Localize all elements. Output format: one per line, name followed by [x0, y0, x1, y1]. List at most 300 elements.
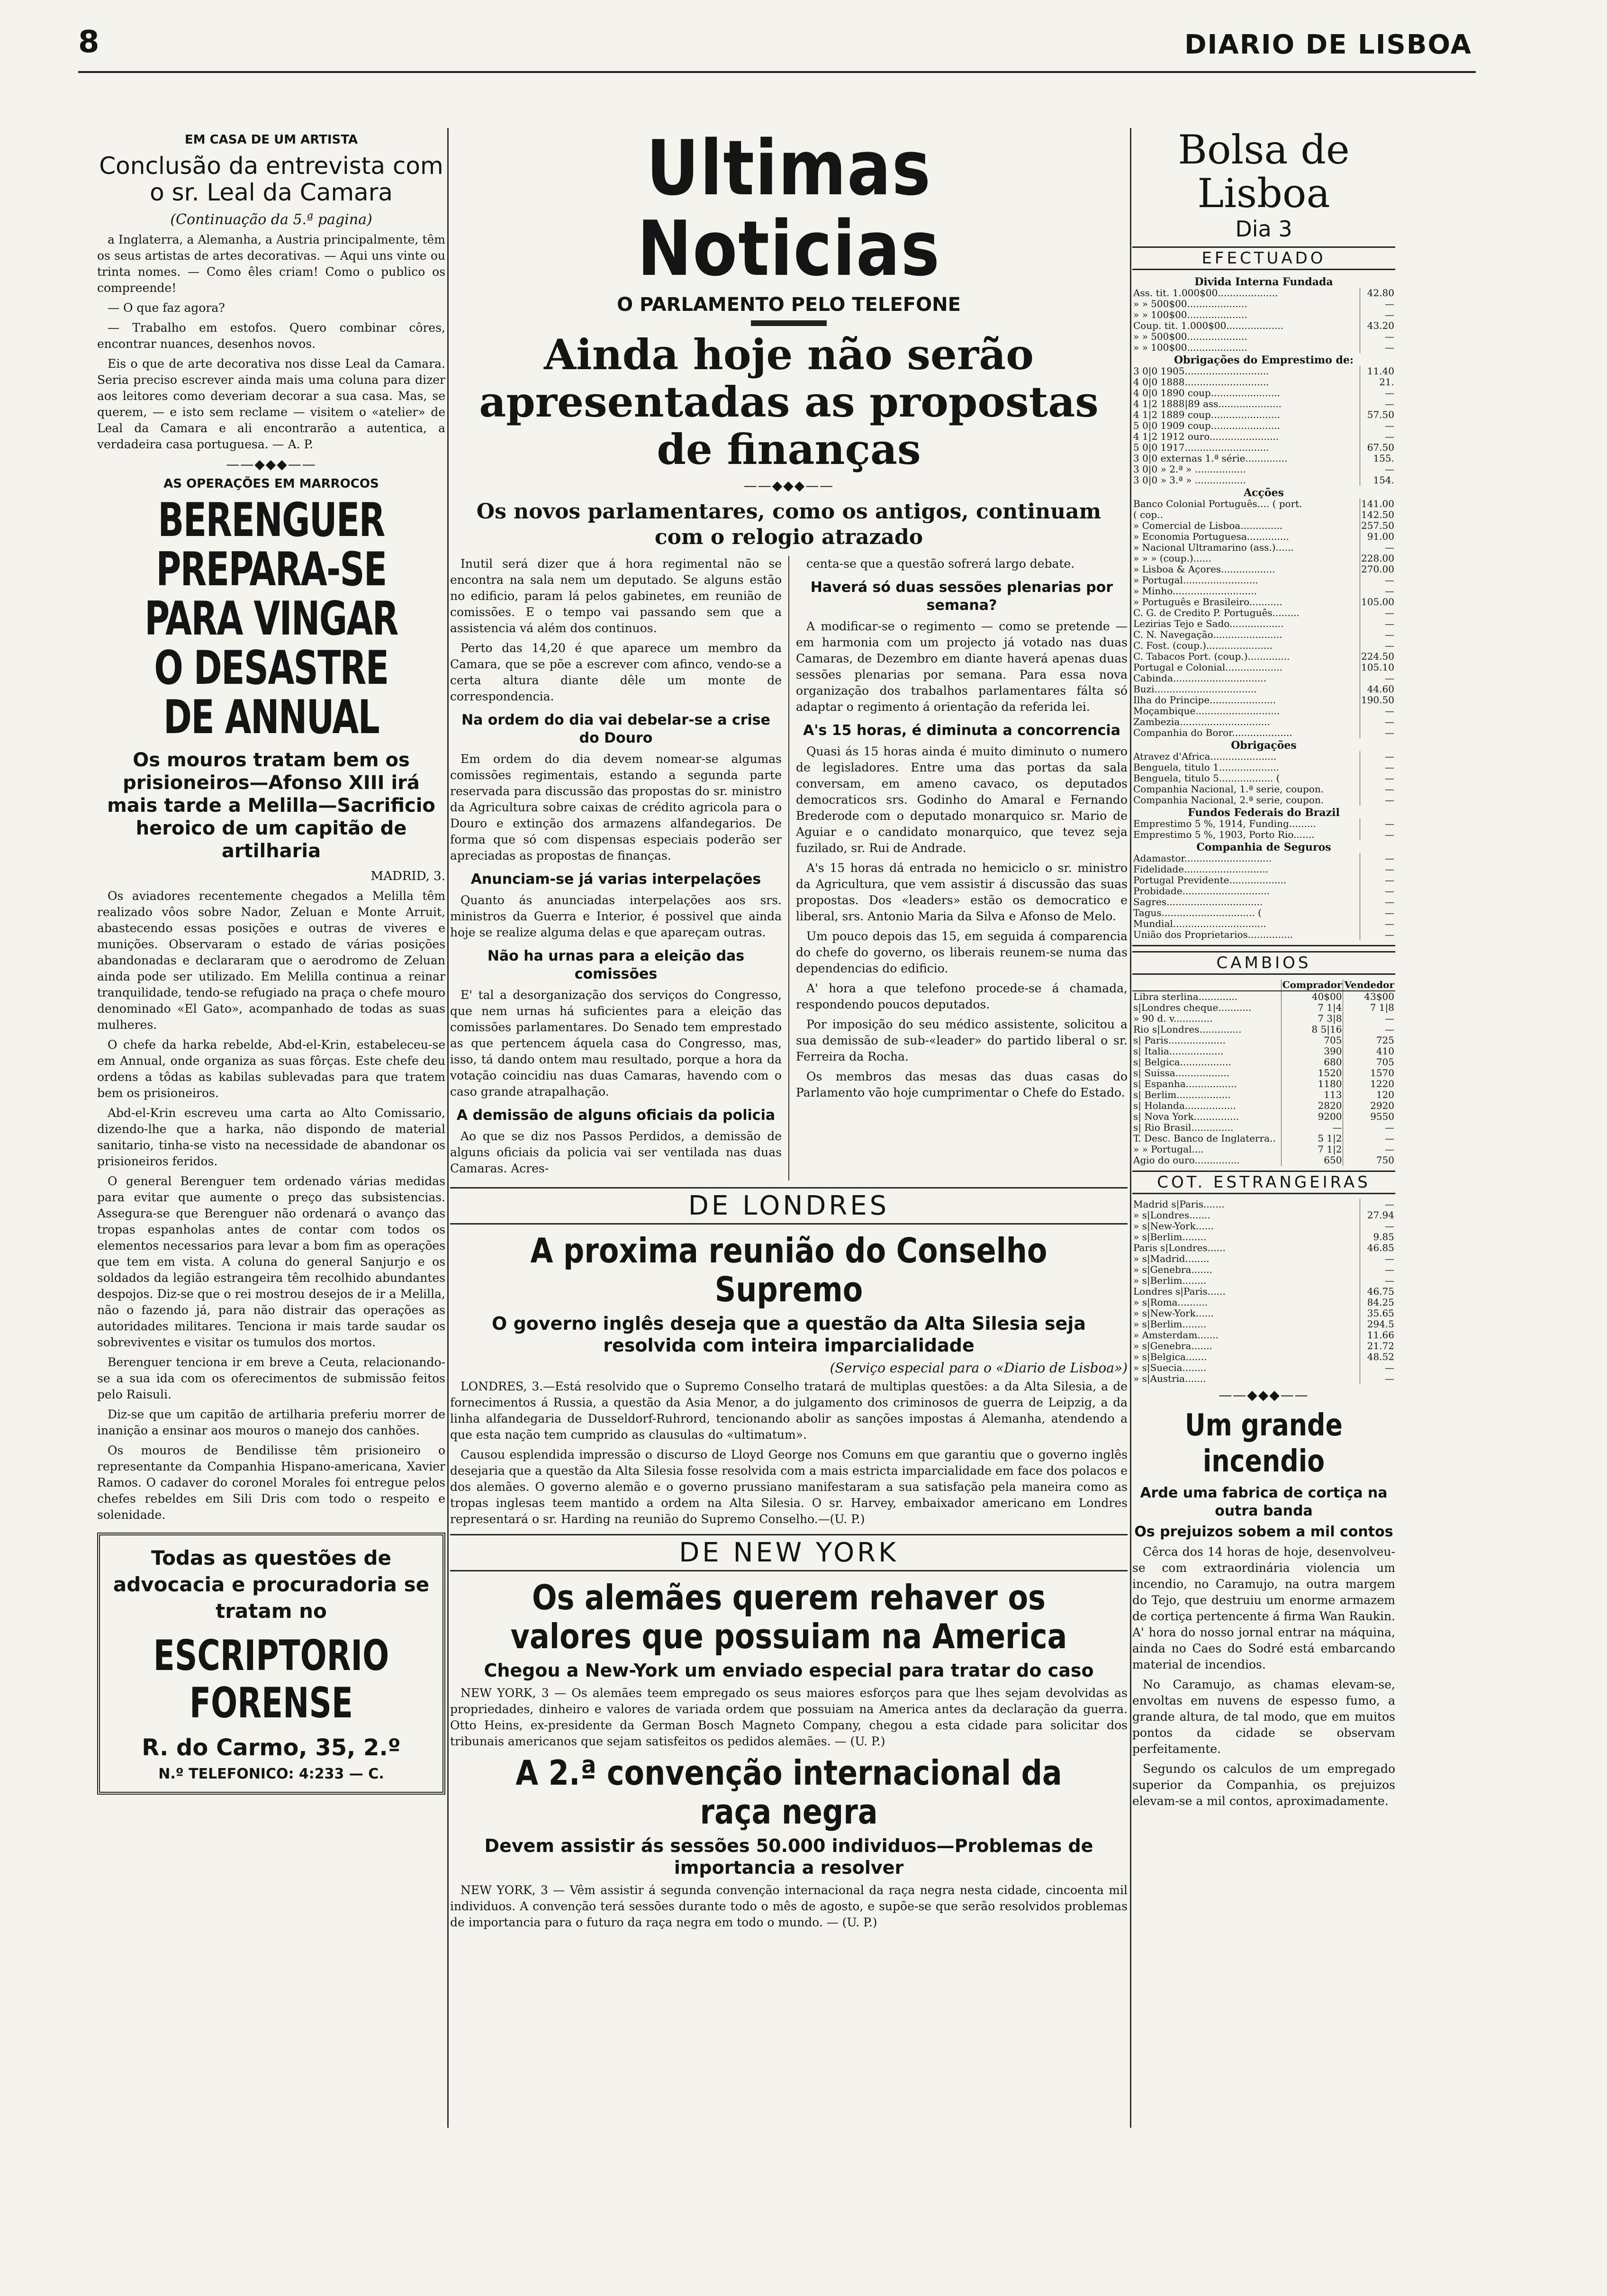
table-row: [1132, 886, 1395, 897]
table-cell: T. Desc. Banco de Inglaterra..: [1133, 1133, 1276, 1144]
table-cell: 154.: [1360, 475, 1396, 486]
table-cell: 155.: [1360, 453, 1396, 464]
table-cell: 7 1|4: [1281, 1002, 1343, 1013]
table-row: [1132, 1024, 1395, 1035]
table-cell: —: [1360, 853, 1396, 864]
table-cell: 410: [1343, 1046, 1395, 1057]
table-cell: —: [1343, 1133, 1395, 1144]
table-cell: 390: [1281, 1046, 1343, 1057]
table-cell: Companhia de Seguros: [1196, 841, 1331, 853]
table-row: [1132, 1057, 1395, 1068]
exchange-table: [1132, 980, 1395, 1166]
table-cell: Portugal Previdente...................: [1133, 875, 1287, 886]
table-cell: —: [1360, 717, 1396, 727]
page-number: 8: [78, 25, 99, 60]
table-cell: C. Tabacos Port. (coup.)..............: [1133, 651, 1290, 662]
ad-text: Todas as questões de advocacia e procuradoria se tratam no: [113, 1546, 430, 1623]
subheadline: Os prejuizos sobem a mil contos: [1134, 1524, 1393, 1540]
table-cell: 35.65: [1360, 1308, 1396, 1319]
paragraph: Quasi ás 15 horas ainda é muito diminuto o numero de legisladores. Entre uma das portas da sala conversam, em ameno cavaco, os deputados democraticos srs. Godinho do Amaral e Fernando Brederode com o deputado monarquico sr. Mario de Aguiar e o candidato monarquico, que tevez seja fuzilado, sr. Rui de Andrade.: [796, 744, 1128, 855]
paragraph: E' tal a desorganização dos serviços do Congresso, que nem urnas há suficientes para a eleição das comissões parlamentares. Do Senado tem emprestado as que pertencem áquela casa do Congresso, mas, isso, tá dando ontem mau resultado, porque a hora da votação coincidiu nas duas Camaras, havendo com o caso grande atrapalhação.: [450, 988, 782, 1098]
table-row: [1132, 1352, 1395, 1362]
table-row: [1132, 388, 1395, 399]
headline: Um grande incendio: [1185, 1408, 1343, 1479]
table-cell: » s|Suecia........: [1133, 1362, 1207, 1373]
table-row: [1132, 875, 1395, 886]
table-cell: 40$00: [1281, 991, 1343, 1002]
table-cell: 21.72: [1360, 1341, 1396, 1352]
table-cell: Buzi..................................: [1133, 684, 1257, 695]
table-row: [1132, 453, 1395, 464]
paragraph: Em ordem do dia devem nomear-se algumas comissões regimentais, estando a segunda parte reservada para discussão das propostas do sr. ministro da Agricultura sobre caixas de crédito agricola para o Douro e extinção dos armazens alfandegarios. De forma que só com dispensas especiais poderão ser apreciadas as propostas de finanças.: [450, 752, 782, 862]
table-row: [1132, 1319, 1395, 1330]
table-cell: —: [1360, 464, 1396, 475]
table-row: [1132, 840, 1395, 853]
table-row: [1132, 1068, 1395, 1079]
table-cell: —: [1360, 1264, 1396, 1275]
paragraph: — O que faz agora?: [108, 301, 225, 315]
table-row: [1132, 1013, 1395, 1024]
table-row: [1132, 299, 1395, 309]
table-cell: » s|Roma..........: [1133, 1297, 1208, 1308]
table-row: [1132, 908, 1395, 918]
table-cell: 1180: [1281, 1079, 1343, 1089]
table-cell: —: [1360, 399, 1396, 409]
paragraph: Ao que se diz nos Passos Perdidos, a demissão de alguns oficiais da policia vai ser ventilada nas duas Camaras. Acres-: [450, 1129, 782, 1175]
table-cell: —: [1343, 1122, 1395, 1133]
table-cell: » s|Berlim........: [1133, 1319, 1207, 1330]
subheadline: O governo inglês deseja que a questão da Alta Silesia seja resolvida com inteira imparcialidade: [492, 1313, 1086, 1356]
headline: Ainda hoje não serão apresentadas as propostas de finanças: [479, 330, 1099, 474]
table-cell: Rio s|Londres..............: [1133, 1024, 1242, 1035]
paragraph: Os mouros de Bendilisse têm prisioneiro o representante da Companhia Hispano-americana, Xavier Ramos. O cadaver do coronel Morales foi entregue pelos chefes rebeldes em Sili Dris com todo o respeito e solenidade.: [97, 1443, 445, 1522]
table-cell: —: [1360, 795, 1396, 806]
table-cell: —: [1360, 1199, 1396, 1210]
table-cell: —: [1360, 618, 1396, 629]
table-row: [1132, 897, 1395, 908]
table-cell: Emprestimo 5 %, 1903, Porto Rio.......: [1133, 829, 1315, 840]
column-divider: [447, 128, 449, 2128]
two-column-story: [450, 556, 1128, 1180]
table-cell: 8 5|16: [1281, 1024, 1343, 1035]
paragraph: Os aviadores recentemente chegados a Melilla têm realizado vôos sobre Nador, Zeluan e Monte Arruit, abastecendo essas posições e outras de viveres e munições. Observaram o estado de várias posições abandonadas e declararam que o aerodromo de Zeluan ainda pode ser utilizado. Em Melilla continua a reinar tranquilidade, tendo-se refugiado na praça o chefe mouro denominado «El Gato», acompanhado de todas as suas mulheres.: [97, 889, 445, 1032]
table-cell: » Nacional Ultramarino (ass.)......: [1133, 542, 1294, 553]
table-cell: —: [1360, 1362, 1396, 1373]
table-cell: Acções: [1244, 487, 1284, 499]
table-cell: Fundos Federais do Brazil: [1188, 807, 1340, 818]
table-cell: » Lisboa & Açores..................: [1133, 564, 1275, 575]
table-row: [1132, 377, 1395, 388]
table-cell: C. G. de Credito P. Português.........: [1133, 608, 1300, 618]
section-banner-cambios: CAMBIOS: [1132, 951, 1395, 975]
table-cell: 46.85: [1360, 1243, 1396, 1253]
table-cell: —: [1360, 875, 1396, 886]
table-cell: 7 3|8: [1281, 1013, 1343, 1024]
section-banner-efectuado: EFECTUADO: [1132, 246, 1395, 270]
table-row: [1132, 275, 1395, 288]
table-row: [1132, 553, 1395, 564]
table-row: [1132, 738, 1395, 751]
section-banner-londres: DE LONDRES: [450, 1187, 1128, 1225]
table-row: [1132, 918, 1395, 929]
table-cell: —: [1360, 1221, 1396, 1232]
table-cell: Tagus............................... (: [1133, 908, 1262, 918]
headline: Os alemães querem rehaver os valores que possuiam na America: [510, 1578, 1067, 1656]
table-cell: Atravez d'Africa......................: [1133, 751, 1277, 762]
table-row: [1132, 1155, 1395, 1166]
table-cell: 27.94: [1360, 1210, 1396, 1221]
table-row: [1132, 475, 1395, 486]
paragraph: Um pouco depois das 15, em seguida á comparencia do chefe do governo, os liberais reunem-se numa das dependencias do edificio.: [796, 929, 1128, 975]
table-cell: 4 1|2 1889 coup.......................: [1133, 409, 1281, 420]
table-row: [1132, 773, 1395, 784]
table-row: [1132, 795, 1395, 806]
table-cell: » s|Berlim........: [1133, 1275, 1207, 1286]
table-cell: Moçambique............................: [1133, 706, 1280, 717]
table-cell: C. Fost. (coup.)......................: [1133, 640, 1273, 651]
table-cell: 1570: [1343, 1068, 1395, 1079]
ad-phone: N.º TELEFONICO: 4:233 — C.: [158, 1766, 384, 1782]
paragraph: a Inglaterra, a Alemanha, a Austria principalmente, têm os seus artistas de artes decorativas. — Aqui uns vinte ou trinta nomes. — Como êles criam! Como o publico os compreende!: [97, 233, 445, 295]
table-cell: » Amsterdam.......: [1133, 1330, 1219, 1341]
table-row: [1132, 320, 1395, 331]
table-cell: » » 100$00....................: [1133, 342, 1247, 353]
table-cell: 270.00: [1360, 564, 1396, 575]
table-row: [1132, 1330, 1395, 1341]
table-cell: 21.: [1360, 377, 1396, 388]
table-cell: 3 0|0 1905............................: [1133, 366, 1269, 377]
column-divider: [1130, 128, 1131, 2128]
table-cell: C. N. Navegação.......................: [1133, 629, 1282, 640]
table-cell: Lezirias Tejo e Sado..................: [1133, 618, 1284, 629]
paragraph: centa-se que a questão sofrerá largo debate.: [806, 557, 1075, 571]
table-row: [1132, 1253, 1395, 1264]
table-row: [1132, 684, 1395, 695]
table-cell: 43$00: [1343, 991, 1395, 1002]
table-cell: Libra sterlina.............: [1133, 991, 1238, 1002]
paragraph: Abd-el-Krin escreveu uma carta ao Alto Comissario, dizendo-lhe que a harka, não dispondo de material sanitario, tinha-se visto na necessidade de abandonar os prisioneiros feridos.: [97, 1106, 445, 1168]
market-date: Dia 3: [1235, 216, 1292, 242]
table-row: [1132, 1232, 1395, 1243]
table-row: [1132, 309, 1395, 320]
table-cell: s| Espanha.................: [1133, 1079, 1237, 1089]
column-right: [1132, 128, 1395, 2260]
table-row: [1132, 618, 1395, 629]
table-cell: s| Paris...................: [1133, 1035, 1226, 1046]
table-cell: 2820: [1281, 1100, 1343, 1111]
table-cell: —: [1360, 420, 1396, 431]
table-cell: —: [1360, 673, 1396, 684]
table-cell: 9200: [1281, 1111, 1343, 1122]
table-row: [1132, 1089, 1395, 1100]
paragraph: Os membros das mesas das duas casas do Parlamento vão hoje cumprimentar o Chefe do Estado.: [796, 1070, 1128, 1099]
table-cell: » s|Madrid........: [1133, 1253, 1210, 1264]
table-row: [1132, 1243, 1395, 1253]
table-row: [1132, 1275, 1395, 1286]
table-row: [1132, 1002, 1395, 1013]
table-cell: 84.25: [1360, 1297, 1396, 1308]
table-cell: 725: [1343, 1035, 1395, 1046]
subsection-title: Na ordem do dia vai debelar-se a crise do Douro: [461, 712, 771, 746]
table-cell: » 90 d. v.............: [1133, 1013, 1213, 1024]
table-cell: Zambezia..............................: [1133, 717, 1271, 727]
table-row: [1132, 1210, 1395, 1221]
table-cell: —: [1360, 1373, 1396, 1384]
table-row: [1132, 586, 1395, 597]
table-cell: —: [1281, 1122, 1343, 1133]
table-cell: Cabinda...............................: [1133, 673, 1267, 684]
table-row: [1132, 695, 1395, 706]
subsection-title: A's 15 horas, é diminuta a concorrencia: [803, 722, 1120, 739]
column-left: [97, 128, 445, 2260]
table-cell: Banco Colonial Português.... ( port.: [1133, 499, 1302, 509]
table-cell: —: [1360, 864, 1396, 875]
table-row: [1132, 1362, 1395, 1373]
table-cell: Mundial...............................: [1133, 918, 1266, 929]
table-cell: Companhia Nacional, 1.ª serie, coupon.: [1133, 784, 1324, 795]
table-row: [1132, 673, 1395, 684]
table-cell: Fidelidade............................: [1133, 864, 1269, 875]
table-cell: Ass. tit. 1.000$00....................: [1133, 288, 1278, 299]
table-cell: 9550: [1343, 1111, 1395, 1122]
table-cell: 228.00: [1360, 553, 1396, 564]
table-cell: —: [1360, 608, 1396, 618]
table-cell: Sagres................................: [1133, 897, 1263, 908]
table-cell: » s|New-York......: [1133, 1221, 1214, 1232]
table-row: [1132, 829, 1395, 840]
table-cell: —: [1360, 784, 1396, 795]
table-row: [1132, 1122, 1395, 1133]
table-row: [1132, 542, 1395, 553]
table-cell: Madrid s|Paris.......: [1133, 1199, 1225, 1210]
table-cell: 9.85: [1360, 1232, 1396, 1243]
table-row: [1132, 629, 1395, 640]
subheadline: Devem assistir ás sessões 50.000 individuos—Problemas de importancia a resolver: [484, 1835, 1093, 1878]
table-cell: Companhia do Boror....................: [1133, 727, 1292, 738]
table-header: [1132, 980, 1281, 991]
table-cell: Obrigações do Emprestimo de:: [1174, 354, 1354, 366]
table-cell: s| Rio Brasil..............: [1133, 1122, 1234, 1133]
table-cell: —: [1360, 342, 1396, 353]
table-cell: —: [1360, 897, 1396, 908]
table-header: Vendedor: [1343, 980, 1395, 991]
paragraph: Cêrca dos 14 horas de hoje, desenvolveu-se com extraordinária violencia um incendio, no Caramujo, na outra margem do Tejo, que destruiu um enorme armazem de cortiça pertencente á firma Wan Raukin. A' hora do nosso jornal entrar na máquina, ainda no Caes do Sodré está embarcando material de incendios.: [1132, 1545, 1395, 1671]
table-cell: —: [1360, 1275, 1396, 1286]
table-row: [1132, 1035, 1395, 1046]
table-row: [1132, 1199, 1395, 1210]
table-cell: Portugal e Colonial...................: [1133, 662, 1283, 673]
table-cell: 113: [1281, 1089, 1343, 1100]
subsection-title: Haverá só duas sessões plenarias por semana?: [810, 579, 1113, 614]
section-header: O PARLAMENTO PELO TELEFONE: [617, 294, 961, 316]
table-row: [1132, 520, 1395, 531]
subheadline: Chegou a New-York um enviado especial para tratar do caso: [484, 1660, 1094, 1681]
headline: A 2.ª convenção internacional da raça negra: [515, 1753, 1062, 1832]
table-cell: —: [1360, 575, 1396, 586]
table-cell: 141.00: [1360, 499, 1396, 509]
table-row: [1132, 1264, 1395, 1275]
table-cell: Benguela, titulo 1....................: [1133, 762, 1279, 773]
advertisement: [97, 1533, 445, 1795]
table-cell: Agio do ouro...............: [1133, 1155, 1240, 1166]
paragraph: — Trabalho em estofos. Quero combinar côres, encontrar nuances, desenhos novos.: [97, 321, 445, 351]
table-cell: Londres s|Paris......: [1133, 1286, 1226, 1297]
table-cell: —: [1360, 727, 1396, 738]
table-row: [1132, 1341, 1395, 1352]
table-cell: » » 100$00....................: [1133, 309, 1247, 320]
table-cell: » Português e Brasileiro...........: [1133, 597, 1282, 608]
table-cell: —: [1360, 762, 1396, 773]
table-cell: 67.50: [1360, 442, 1396, 453]
table-row: [1132, 288, 1395, 299]
paragraph: A modificar-se o regimento — como se pretende — em harmonia com um projecto já votado nas duas Camaras, de Dezembro em diante haverá apenas duas sessões plenarias por semana. Para essa nova organização dos trabalhos parlamentares fálta só adaptar o regimento á orientação da referida lei.: [796, 619, 1128, 714]
paragraph: Perto das 14,20 é que aparece um membro da Camara, que se põe a escrever com afinco, vendo-se a certa altura diante dêle um monte de correspondencia.: [450, 641, 782, 703]
headline: A proxima reunião do Conselho Supremo: [530, 1231, 1047, 1309]
table-cell: —: [1360, 929, 1396, 940]
table-cell: 57.50: [1360, 409, 1396, 420]
table-cell: —: [1343, 1144, 1395, 1155]
table-cell: 120: [1343, 1089, 1395, 1100]
table-row: [1132, 751, 1395, 762]
dateline: MADRID, 3.: [370, 869, 445, 883]
divider: [1132, 945, 1395, 946]
ad-title: ESCRIPTORIO FORENSE: [153, 1631, 389, 1727]
table-cell: —: [1360, 586, 1396, 597]
table-cell: —: [1360, 640, 1396, 651]
table-row: [1132, 366, 1395, 377]
table-row: [1132, 818, 1395, 829]
table-row: [1132, 420, 1395, 431]
table-cell: 680: [1281, 1057, 1343, 1068]
paragraph: NEW YORK, 3 — Os alemães teem empregado os seus maiores esforços para que lhes sejam devolvidas as propriedades, dinheiro e valores de variada ordem que possuiam na America antes da declaração da guerra. Otto Heins, ex-presidente da German Bosch Magneto Company, chegou a esta cidade para solicitar dos tribunais americanos que sejam satisfeitos os pedidos alemães. — (U. P.): [450, 1686, 1128, 1748]
table-cell: s| Belgica.................: [1133, 1057, 1231, 1068]
table-cell: 2920: [1343, 1100, 1395, 1111]
table-cell: 705: [1281, 1035, 1343, 1046]
table-row: [1132, 1221, 1395, 1232]
table-cell: » Economia Portuguesa..............: [1133, 531, 1289, 542]
table-row: [1132, 662, 1395, 673]
table-cell: 1220: [1343, 1079, 1395, 1089]
table-cell: 3 0|0 » 2.ª » .................: [1133, 464, 1246, 475]
table-row: [1132, 409, 1395, 420]
service-note: (Serviço especial para o «Diario de Lisboa»): [830, 1360, 1128, 1376]
table-cell: » » » (coup.)......: [1133, 553, 1211, 564]
table-row: [1132, 564, 1395, 575]
paragraph: Diz-se que um capitão de artilharia preferiu morrer de inanição a ensinar aos mouros o manejo dos canhões.: [97, 1407, 445, 1437]
section-banner-newyork: DE NEW YORK: [450, 1534, 1128, 1571]
column-divider: [788, 556, 789, 1180]
paragraph: Causou esplendida impressão o discurso de Lloyd George nos Comuns em que garantiu que o governo inglês desejaria que a questão da Alta Silesia fosse resolvida com a mais estricta imparcialidade em face dos polacos e dos alemães. O governo alemão e o governo prussiano manifestaram a sua satisfação pela maneira como as tropas inglesas teem mantido a ordem na Alta Silesia. O sr. Harvey, embaixador americano em Londres representará o sr. Harding na reunião do Supremo Conselho.—(U. P.): [450, 1448, 1128, 1526]
table-cell: 4 1|2 1888|89 ass.....................: [1133, 399, 1282, 409]
table-cell: » » 500$00....................: [1133, 331, 1247, 342]
table-cell: —: [1360, 331, 1396, 342]
table-row: [1132, 486, 1395, 499]
table-cell: 105.00: [1360, 597, 1396, 608]
table-cell: » s|Genebra.......: [1133, 1264, 1212, 1275]
table-row: [1132, 342, 1395, 353]
paragraph: O general Berenguer tem ordenado várias medidas para evitar que aumente o preço das subsistencias. Assegura-se que Berenguer não ordenará o avanço das tropas espanholas antes de contar com todos os elementos necessarios para levar a bom fim as operações que tem em vista. A coluna do general Sanjurjo e os soldados da legião estrangeira têm recolhido abundantes despojos. Diz-se que o rei mostrou desejos de ir a Melilla, não o fazendo já, para não distrair das operações as autoridades militares. Tenciona ir mais tarde saudar os sobreviventes e visitar os tumulos dos mortos.: [97, 1174, 445, 1349]
table-cell: 105.10: [1360, 662, 1396, 673]
table-cell: 46.75: [1360, 1286, 1396, 1297]
subheadline: Os novos parlamentares, como os antigos, continuam com o relogio atrazado: [476, 499, 1101, 549]
table-cell: —: [1360, 1253, 1396, 1264]
table-cell: » s|Austria.......: [1133, 1373, 1206, 1384]
table-row: [1132, 784, 1395, 795]
table-row: [1132, 399, 1395, 409]
table-row: [1132, 1308, 1395, 1319]
table-cell: 1520: [1281, 1068, 1343, 1079]
table-cell: » s|Belgica.......: [1133, 1352, 1207, 1362]
table-cell: » » 500$00....................: [1133, 299, 1247, 309]
table-row: [1132, 651, 1395, 662]
table-cell: —: [1360, 629, 1396, 640]
divider-bar: [751, 320, 827, 326]
paragraph: A' hora a que telefono procede-se á chamada, respondendo poucos deputados.: [796, 981, 1128, 1011]
paragraph: A's 15 horas dá entrada no hemiciclo o sr. ministro da Agricultura, que vem assistir á discussão das suas propostas. Dos «leaders» estão os democratico e liberal, srs. Antonio Maria da Silva e Afonso de Melo.: [796, 861, 1128, 923]
table-cell: » Portugal.........................: [1133, 575, 1258, 586]
table-row: [1132, 531, 1395, 542]
table-row: [1132, 442, 1395, 453]
masthead: DIARIO DE LISBOA: [1184, 29, 1472, 60]
ornament-divider: ——◆◆◆——: [1219, 1387, 1309, 1403]
table-row: [1132, 717, 1395, 727]
section-kicker: AS OPERAÇÕES EM MARROCOS: [163, 477, 379, 491]
subsection-title: A demissão de alguns oficiais da policia: [456, 1107, 776, 1124]
table-cell: 705: [1343, 1057, 1395, 1068]
table-row: [1132, 1373, 1395, 1384]
table-cell: —: [1343, 1024, 1395, 1035]
table-cell: —: [1360, 773, 1396, 784]
table-cell: 190.50: [1360, 695, 1396, 706]
table-cell: —: [1360, 886, 1396, 897]
table-cell: 7 1|8: [1343, 1002, 1395, 1013]
table-cell: União dos Proprietarios...............: [1133, 929, 1293, 940]
article-title: Conclusão da entrevista com o sr. Leal da Camara: [99, 152, 443, 206]
table-cell: —: [1360, 309, 1396, 320]
table-cell: —: [1360, 299, 1396, 309]
table-cell: Companhia Nacional, 2.ª serie, coupon.: [1133, 795, 1324, 806]
table-cell: Ilha do Principe......................: [1133, 695, 1276, 706]
table-row: [1132, 1297, 1395, 1308]
paragraph: Por imposição do seu médico assistente, solicitou a sua demissão de sub-«leader» do partido liberal o sr. Ferreira da Rocha.: [796, 1017, 1128, 1063]
table-row: [1132, 1144, 1395, 1155]
section-banner-cotacoes: COT. ESTRANGEIRAS: [1132, 1171, 1395, 1194]
table-row: [1132, 991, 1395, 1002]
header-rule: [78, 71, 1476, 73]
table-cell: s| Nova York...............: [1133, 1111, 1239, 1122]
table-cell: —: [1360, 542, 1396, 553]
table-cell: 42.80: [1360, 288, 1396, 299]
table-cell: Coup. tit. 1.000$00...................: [1133, 320, 1284, 331]
table-cell: 5 0|0 1909 coup.......................: [1133, 420, 1281, 431]
table-row: [1132, 640, 1395, 651]
table-cell: 43.20: [1360, 320, 1396, 331]
table-cell: 3 0|0 externas 1.ª série..............: [1133, 453, 1288, 464]
table-cell: Divida Interna Fundada: [1194, 276, 1333, 288]
subsection-title: Não ha urnas para a eleição das comissões: [487, 948, 745, 982]
table-cell: 224.50: [1360, 651, 1396, 662]
table-cell: —: [1360, 431, 1396, 442]
story-right: [796, 556, 1128, 1180]
table-cell: 11.40: [1360, 366, 1396, 377]
table-row: [1132, 706, 1395, 717]
table-cell: 257.50: [1360, 520, 1396, 531]
table-row: [1132, 331, 1395, 342]
paragraph: Eis o que de arte decorativa nos disse Leal da Camara. Seria preciso escrever ainda mais uma coluna para dizer aos leitores como deveriam decorar a sua casa. Mas, se querem, — e isto sem reclame — visitem o «atelier» de Leal da Camara e ali encontrarão a autentica, a verdadeira casa portuguesa. — A. P.: [97, 357, 445, 451]
subheadline: Os mouros tratam bem os prisioneiros—Afonso XIII irá mais tarde a Melilla—Sacrificio heroico de um capitão de artilharia: [107, 749, 435, 862]
table-cell: 142.50: [1360, 509, 1396, 520]
ad-address: R. do Carmo, 35, 2.º: [142, 1734, 401, 1761]
